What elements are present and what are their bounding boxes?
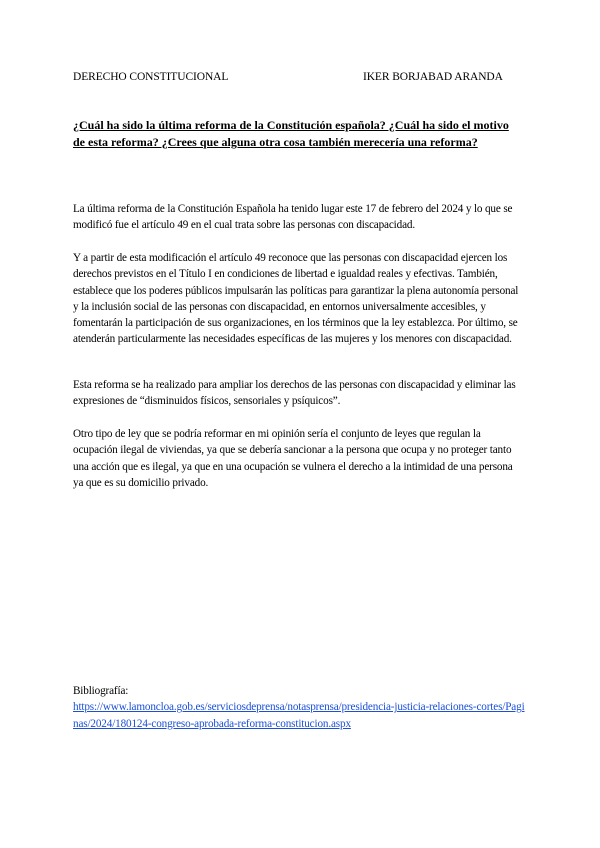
paragraph-3: Esta reforma se ha realizado para ampliar los derechos de las personas con discapacidad y eliminar las expresiones de “disminuidos físicos, sensoriales y psíquicos”. [73,379,516,408]
question-heading: ¿Cuál ha sido la última reforma de la Constitución española? ¿Cuál ha sido el motivo de esta reforma? ¿Crees que alguna otra cosa también merecería una reforma? [73,118,509,149]
bibliography [73,683,528,732]
bibliography-label: Bibliografía: [73,685,129,697]
bibliography-link[interactable]: https://www.lamoncloa.gob.es/serviciosdeprensa/notasprensa/presidencia-justicia-relaciones-cortes/Paginas/2024/180124-congreso-aprobada-reforma-constitucion.aspx [73,701,525,730]
subject-label: DERECHO CONSTITUCIONAL [73,71,229,83]
paragraph-1: La última reforma de la Constitución Española ha tenido lugar este 17 de febrero del 2024 y lo que se modificó fue el artículo 49 en el cual trata sobre las personas con discapacidad. [73,203,513,232]
paragraph-2: Y a partir de esta modificación el artículo 49 reconoce que las personas con discapacidad ejercen los derechos previstos en el Título I en condiciones de libertad e igualdad reales y efectivas. También, establece que los poderes públicos impulsarán las políticas para garantizar la plena autonomía personal y la inclusión social de las personas con discapacidad, en entornos universalmente accesibles, y fomentarán la participación de sus organizaciones, en los términos que la ley establezca. Por último, se atenderán particularmente las necesidades específicas de las mujeres y los menores con discapacidad. [73,252,519,346]
author-name: IKER BORJABAD ARANDA [363,71,503,83]
paragraph-4: Otro tipo de ley que se podría reformar en mi opinión sería el conjunto de leyes que regulan la ocupación ilegal de viviendas, ya que se debería sancionar a la persona que ocupa y no proteger tanto una acción que es ilegal, ya que en una ocupación se vulnera el derecho a la intimidad de una persona ya que es su domicilio privado. [73,428,513,489]
